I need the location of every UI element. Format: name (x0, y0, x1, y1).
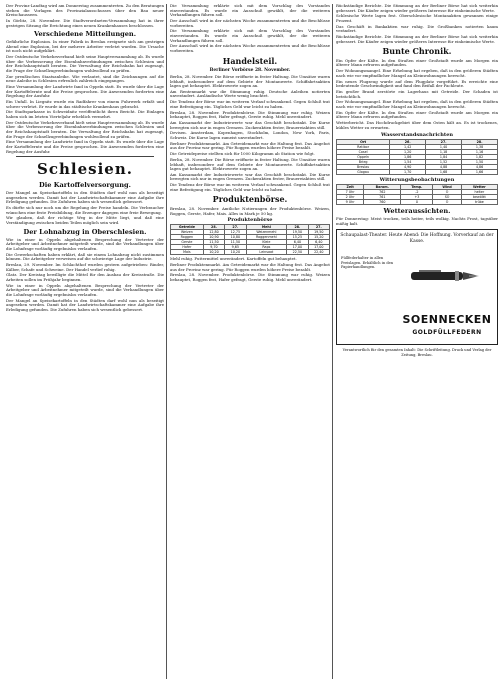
table-header-cell: 27. (225, 225, 246, 230)
table-header-cell: Zeit (337, 185, 364, 190)
table-cell: 9,70 (203, 245, 224, 250)
table-cell: +3 (401, 195, 433, 200)
table-cell: Kleie (246, 240, 287, 245)
article-paragraph: Eine Versammlung der Landwirte fand in Oppeln statt. Es wurde über die Lage der Kartoffelernte und die Preise gesprochen. Die Anwesenden forderten eine Regelung der Ausfuhr. (6, 84, 164, 99)
table-cell: Hafer (171, 245, 204, 250)
article-paragraph: Die Gewerkschaften haben erklärt, daß sie einem Lohnabzug nicht zustimmen können. Die Arbeitgeber verweisen auf die schwierige Lage der Industrie. (6, 251, 164, 262)
article-paragraph: Eine Versammlung der Landwirte fand in Oppeln statt. Es wurde über die Lage der Kartoffelernte und die Preise gesprochen. Die Anwesenden forderten eine Regelung der Ausfuhr. (6, 139, 164, 154)
table-cell: Cosel (337, 150, 390, 155)
fountain-pen-icon (405, 256, 485, 296)
article-paragraph: Ein großer Brand zerstörte ein Lagerhaus mit Getreide. Der Schaden ist beträchtlich. (336, 88, 498, 99)
article-paragraph: Wir glauben, daß der richtige Weg in der Mitte liegt, und daß eine Verständigung zwischen beiden Teilen möglich sein wird. (6, 215, 164, 226)
article-paragraph: Der Wohnungsmangel. Eine Erhebung hat ergeben, daß in den größeren Städten nach wie vor empfindlicher Mangel an Kleinwohnungen herrscht. (336, 68, 498, 78)
table-cell: 19,50 (287, 230, 308, 235)
article-heading: Wetteraussichten. (383, 207, 451, 216)
table-cell: 1,84 (426, 155, 462, 160)
table-cell: 1,38 (462, 145, 498, 150)
article-paragraph: Der Ausschuß wird in der nächsten Woche zusammentreten und die Beschlüsse vorbereiten. (170, 43, 330, 53)
section-title-handel: Handelsteil. (222, 55, 278, 66)
table-cell: 7 Uhr (337, 190, 364, 195)
article-paragraph: Am Kassamarkt der Industriewerte war das Geschäft beschränkt. Die Kurse bewegten sich nur in engen Grenzen. Zuckeraktien fester, Brauereiaktien still. (170, 171, 330, 182)
article-paragraph: Die Tendenz der Börse war im weiteren Verlauf schwankend. Gegen Schluß trat eine Befestigung ein. Tägliches Geld war leicht zu haben. (170, 182, 330, 192)
table-cell: 1,66 (462, 170, 498, 175)
table-title: Witterungsbeobachtungen (379, 177, 455, 184)
table-cell: Raps (246, 245, 287, 250)
table-cell: 11,50 (203, 240, 224, 245)
table-body (337, 145, 498, 175)
article-paragraph: Der Ostdeutsche Verkehrsverband hielt seine Hauptversammlung ab. Es wurde über die Verbesserung der Eisenbahnverbindungen zwischen Schlesien und der Reichshauptstadt beraten. Die Verwaltung der Reichsbahn hat zugesagt, die Frage der Schnellzugverbindungen wohlwollend zu prüfen. (6, 54, 164, 73)
article-paragraph: Breslau, 28. November. Produktenbörse. Die Stimmung war ruhig. Weizen behauptet, Roggen fest, Hafer gefragt, Gerste ruhig. Mehl unverändert. (170, 272, 330, 283)
table-cell: -2 (401, 190, 433, 195)
article-paragraph: Die Tendenz der Börse war im weiteren Verlauf schwankend. Gegen Schluß trat eine Befestigung ein. Tägliches Geld war leicht zu haben. (170, 99, 330, 109)
article-paragraph: Wetterbericht. Das Hochdruckgebiet über dem Osten hält an. Es ist trockenes, kühles Wetter zu erwarten. (336, 120, 498, 130)
article-paragraph: Ein neues Flugzeug wurde auf dem Flugplatz vorgeführt. Es erreichte eine bedeutende Geschwindigkeit und fand den Beifall der Fachleute. (336, 78, 498, 89)
article-paragraph: Die Versammlung erklärte sich mit dem Vorschlag des Vorstandes einverstanden. Es wurde ein Ausschuß gewählt, der die weiteren Verhandlungen führen soll. (170, 4, 330, 18)
column-rule (332, 4, 333, 679)
table-cell: 12,75 (225, 230, 246, 235)
table-cell: 17,00 (308, 245, 329, 250)
article-paragraph: Rückständige Berichte. Die Stimmung an der Berliner Börse hat sich weiterhin gebessert. Die Käufer zeigen wieder größeres Interesse für einheimische Werte. (336, 34, 498, 44)
table-cell: 1,42 (390, 145, 426, 150)
table-cell: 12,80 (203, 230, 224, 235)
weather-box (336, 132, 498, 205)
table-cell: 762 (364, 190, 401, 195)
ad-copy: Füllfederhalter in allen Preislagen. Erhältlich in den Papierhandlungen. (341, 256, 394, 270)
table-cell: Weizen (171, 230, 204, 235)
table-cell: O (433, 190, 461, 195)
table-cell: 0 (401, 200, 433, 205)
table-cell: 760 (364, 200, 401, 205)
article-paragraph: Breslau, 28. November. Amtliche Notierungen der Produktenbörse. Weizen, Roggen, Gerste, Hafer, Mais. Alles in Mark je 50 kg. (170, 205, 330, 216)
column-rule (166, 4, 167, 679)
article-paragraph: Mehl ruhig. Futtermittel unverändert. Kartoffeln gut behauptet. (170, 256, 297, 262)
table-cell: Weizenmehl (246, 230, 287, 235)
table-cell: 1,16 (462, 150, 498, 155)
table-cell: 6,40 (287, 240, 308, 245)
table-cell: Roggen (171, 235, 204, 240)
article-paragraph: Berliner Produktenmarkt. Am Getreidemarkt war die Haltung fest. Das Angebot aus der Provinz war gering. Für Roggen wurden höhere Preise bezahlt. (170, 140, 330, 151)
article-paragraph: Ein Unfall. In Liegnitz wurde ein Radfahrer von einem Fuhrwerk erfaßt und schwer verletzt. Er wurde in das städtische Krankenhaus gebracht. (6, 99, 164, 109)
table-header-cell: 28. (203, 225, 224, 230)
column-right (336, 4, 498, 679)
table-cell: SO (433, 195, 461, 200)
article-paragraph: Der Mangel an Speisekartoffeln in den Städten darf wohl nun als beseitigt angesehen werden. Damit hat der Landwirtschaftskammer eine Aufgabe ihre Erledigung gefunden. Die Zufuhren haben sich wesentlich gebessert. (6, 190, 164, 205)
table-cell: 10,20 (203, 250, 224, 255)
table-cell: 2 Uhr (337, 195, 364, 200)
table-cell: 1,50 (462, 160, 498, 165)
table-cell: 10,20 (225, 250, 246, 255)
article-paragraph: Gefährliche Explosion. In einer Fabrik in Breslau ereignete sich am gestrigen Abend eine Explosion, bei der mehrere Arbeiter verletzt wurden. Die Ursache ist noch nicht aufgeklärt. (6, 39, 164, 54)
table-cell: 11,50 (225, 240, 246, 245)
article-paragraph: Berlin, 28. November. Die Börse eröffnete in fester Haltung. Die Umsätze waren lebhaft, insbesondere auf dem Gebiete der Montanwerte. Schiffahrtsaktien lagen gut behauptet. Elektrowerte zogen an. (170, 73, 330, 89)
table-cell: 17,00 (287, 245, 308, 250)
table-cell: 761 (364, 195, 401, 200)
article-paragraph: Breslau, 28. November. Produktenbörse. Die Stimmung war ruhig. Weizen behauptet, Roggen fest, Hafer gefragt, Gerste ruhig. Mehl unverändert. (170, 109, 330, 120)
article-paragraph: Devisen. Amsterdam, Kopenhagen, Stockholm, London, New York, Paris, Schweiz. Die Kurse lagen zumeist unverändert. (170, 130, 330, 140)
article-heading: Der Lohnabzug in Oberschlesien. (23, 227, 147, 236)
table-cell: Breslau (337, 165, 390, 170)
table-cell: 15,25 (287, 235, 308, 240)
article-paragraph: Am Kassamarkt der Industriewerte war das Geschäft beschränkt. Die Kurse bewegten sich nur in engen Grenzen. Zuckeraktien fester, Brauereiaktien still. (170, 120, 330, 130)
table-cell: Gerste (171, 240, 204, 245)
table-cell: 1,20 (390, 150, 426, 155)
article-paragraph: Berlin, 28. November. Die Börse eröffnete in fester Haltung. Die Umsätze waren lebhaft, insbesondere auf dem Gebiete der Montanwerte. Schiffahrtsaktien lagen gut behauptet. Elektrowerte zogen an. (170, 156, 330, 172)
table-header-cell: Getreide (171, 225, 204, 230)
article-paragraph: Die Stadtsparkasse in Schweidnitz veröffentlicht ihren Bericht. Die Einlagen haben sich im letzten Vierteljahr erheblich vermehrt. (6, 109, 164, 119)
article-paragraph: Wie in einer in Oppeln abgehaltenen Besprechung der Vertreter der Arbeitgeber und Arbeitnehmer mitgeteilt wurde, sind die Verhandlungen über die Lohnfrage vorläufig ergebnislos verlaufen. (6, 236, 164, 251)
table-row (337, 200, 498, 205)
table-header-cell: 26. (390, 140, 426, 145)
article-paragraph: Der Mangel an Speisekartoffeln in den Städten darf wohl nun als beseitigt angesehen werden. Damit hat der Landwirtschaftskammer eine Aufgabe ihre Erledigung gefunden. Die Zufuhren haben sich wesentlich gebessert. (6, 297, 164, 312)
table-header-cell: Temp. (401, 185, 433, 190)
table-cell: Oppeln (337, 155, 390, 160)
ad-brand-name: SOENNECKEN (402, 313, 492, 327)
table-cell: 4,86 (462, 165, 498, 170)
article-paragraph: Breslau, 29. November. Im Schlachthof wurden gestern aufgetrieben: Rinder, Kälber, Schafe und Schweine. Der Handel verlief ruhig. (6, 262, 164, 272)
article-paragraph: Die Versammlung erklärte sich mit dem Vorschlag des Vorstandes einverstanden. Es wurde ein Ausschuß gewählt, der die weiteren Verhandlungen führen soll. (170, 28, 330, 43)
article-paragraph: In Görlitz, 28. November. Die Stadtverordneten-Versammlung hat in ihrer gestrigen Sitzung die Errichtung eines neuen Krankenhauses beschlossen. (6, 17, 164, 28)
table-title: Wasserstandsnachrichten (380, 132, 454, 139)
water-level-table (336, 139, 498, 175)
table-header-cell: Wind (433, 185, 461, 190)
table-cell: bewölkt (461, 195, 497, 200)
table-cell: Leinsaat (246, 250, 287, 255)
article-paragraph: Schlesische Werte lagen fest. Oberschlesische Montanaktien gewannen einige Prozent. (336, 13, 498, 23)
table-cell: 4,88 (426, 165, 462, 170)
ad-headline: Schaupalast-Theater. Heute Abend: Die Hoffnung. Vorverkauf an der Kasse. (340, 233, 494, 244)
table-body (171, 230, 330, 255)
column-middle (170, 4, 330, 679)
table-row (337, 170, 498, 175)
article-heading: Die Kartoffelversorgung. (39, 181, 131, 190)
table-body (337, 190, 498, 205)
table-cell: Roggenmehl (246, 235, 287, 240)
price-table (170, 224, 330, 255)
article-paragraph: Die Getreidepreise stellten sich für 1000 Kilogramm ab Station wie folgt. (170, 151, 315, 157)
table-cell: 15,20 (308, 235, 329, 240)
article-paragraph: Der Provinz-Landtag wird am Donnerstag zusammentreten. Zu den Beratungen stehen die Vorlagen des Provinzialausschusses über den Bau neuer Kreischausseen. (6, 4, 164, 18)
table-header-cell: 28. (462, 140, 498, 145)
table-cell: trübe (461, 200, 497, 205)
article-paragraph: Es dürfte sich nur noch um die Regelung der Preise handeln. Die Verbraucher wünschen eine feste Preisbildung, die Erzeuger dagegen eine freie Bewegung. (6, 205, 164, 215)
table-cell: heiter (461, 190, 497, 195)
imprint: Verantwortlich für den gesamten Inhalt: Die Schriftleitung. Druck und Verlag der Zeitung, Breslau. (342, 348, 492, 357)
table-cell: 9,65 (225, 245, 246, 250)
article-paragraph: Der Ausschuß wird in der nächsten Woche zusammentreten und die Beschlüsse vorbereiten. (170, 17, 330, 28)
table-header-cell: Mehl (246, 225, 287, 230)
table-row (171, 250, 330, 255)
section-title-chronik: Bunte Chronik. (382, 46, 452, 57)
article-paragraph: Der Wohnungsmangel. Eine Erhebung hat ergeben, daß in den größeren Städten nach wie vor empfindlicher Mangel an Kleinwohnungen herrscht. (336, 99, 498, 109)
table-cell: O (433, 200, 461, 205)
table-cell: 22,40 (308, 250, 329, 255)
table-header-cell: 28. (287, 225, 308, 230)
table-cell: 10,80 (225, 235, 246, 240)
table-header-cell: Ort (337, 140, 390, 145)
weather-table (336, 184, 498, 205)
ad-brand-tagline: GOLDFÜLLFEDERN (412, 329, 482, 337)
table-cell: 1,40 (426, 145, 462, 150)
article-paragraph: Am Rentenmarkt war die Stimmung ruhig. Deutsche Anleihen notierten unverändert. Ausländische Werte wenig beachtet. (170, 88, 330, 99)
table-cell: 1,54 (390, 160, 426, 165)
article-paragraph: Ein Opfer der Kälte. In den Straßen einer Großstadt wurde am Morgen ein älterer Mann erfroren aufgefunden. (336, 57, 498, 68)
article-paragraph: Für Donnerstag: Meist trocken, teils heiter, teils wolkig. Nachts Frost, tagsüber mäßig kalt. (336, 216, 498, 226)
table-header-cell: Barom. (364, 185, 401, 190)
column-left (6, 4, 164, 679)
section-divider (16, 156, 154, 157)
article-paragraph: Wie in einer in Oppeln abgehaltenen Besprechung der Vertreter der Arbeitgeber und Arbeitnehmer mitgeteilt wurde, sind die Verhandlungen über die Lohnfrage vorläufig ergebnislos verlaufen. (6, 282, 164, 297)
article-paragraph: Ein Opfer der Kälte. In den Straßen einer Großstadt wurde am Morgen ein älterer Mann erfroren aufgefunden. (336, 109, 498, 120)
article-paragraph: Das Geschäft in Bankaktien war ruhig. Die Großbanken notierten kaum verändert. (336, 23, 498, 34)
table-cell: Brieg (337, 160, 390, 165)
article-paragraph: Glatz. Der Kreistag bewilligte die Mittel für den Ausbau der Kreisstraße. Die Arbeiten sollen im Frühjahr beginnen. (6, 272, 164, 282)
table-cell: 19,50 (308, 230, 329, 235)
table-cell: 1,82 (462, 155, 498, 160)
advertisement-soennecken (336, 229, 498, 345)
table-cell: 1,70 (390, 170, 426, 175)
table-cell: Glogau (337, 170, 390, 175)
table-cell: Ratibor (337, 145, 390, 150)
table-cell: 10,90 (203, 235, 224, 240)
article-paragraph: Der Ostdeutsche Verkehrsverband hielt seine Hauptversammlung ab. Es wurde über die Verbesserung der Eisenbahnverbindungen zwischen Schlesien und der Reichshauptstadt beraten. Die Verwaltung der Reichsbahn hat zugesagt, die Frage der Schnellzugverbindungen wohlwollend zu prüfen. (6, 119, 164, 139)
table-cell: Mais (171, 250, 204, 255)
table-cell: 1,68 (426, 170, 462, 175)
section-title-schlesien: Schlesien. (37, 160, 133, 179)
article-paragraph: Berliner Produktenmarkt. Am Getreidemarkt war die Haltung fest. Das Angebot aus der Provinz war gering. Für Roggen wurden höhere Preise bezahlt. (170, 262, 330, 272)
table-cell: 4,90 (390, 165, 426, 170)
table-cell: 1,86 (390, 155, 426, 160)
table-title: Produktenbörse (227, 217, 273, 224)
table-header-cell: 27. (308, 225, 329, 230)
table-cell: 9 Uhr (337, 200, 364, 205)
table-cell: 6,40 (308, 240, 329, 245)
table-cell: 22,50 (287, 250, 308, 255)
table-cell: 1,52 (426, 160, 462, 165)
section-title-produkten: Produktenbörse. (212, 194, 288, 205)
article-paragraph: Rückständige Berichte. Die Stimmung an der Berliner Börse hat sich weiterhin gebessert. Die Käufer zeigen wieder größeres Interesse für einheimische Werte. (336, 4, 498, 13)
table-cell: 1,18 (426, 150, 462, 155)
table-header-cell: 27. (426, 140, 462, 145)
table-header-cell: Wetter (461, 185, 497, 190)
section-subtitle: Berliner Vorbörse 28. November. (209, 68, 291, 73)
section-heading: Verschiedene Mitteilungen. (33, 30, 137, 39)
article-paragraph: Zur preußischen Staatsanleihe. Wie verlautet, sind die Zeichnungen auf die neue Anleihe in Schlesien erfreulich zahlreich eingegangen. (6, 73, 164, 84)
